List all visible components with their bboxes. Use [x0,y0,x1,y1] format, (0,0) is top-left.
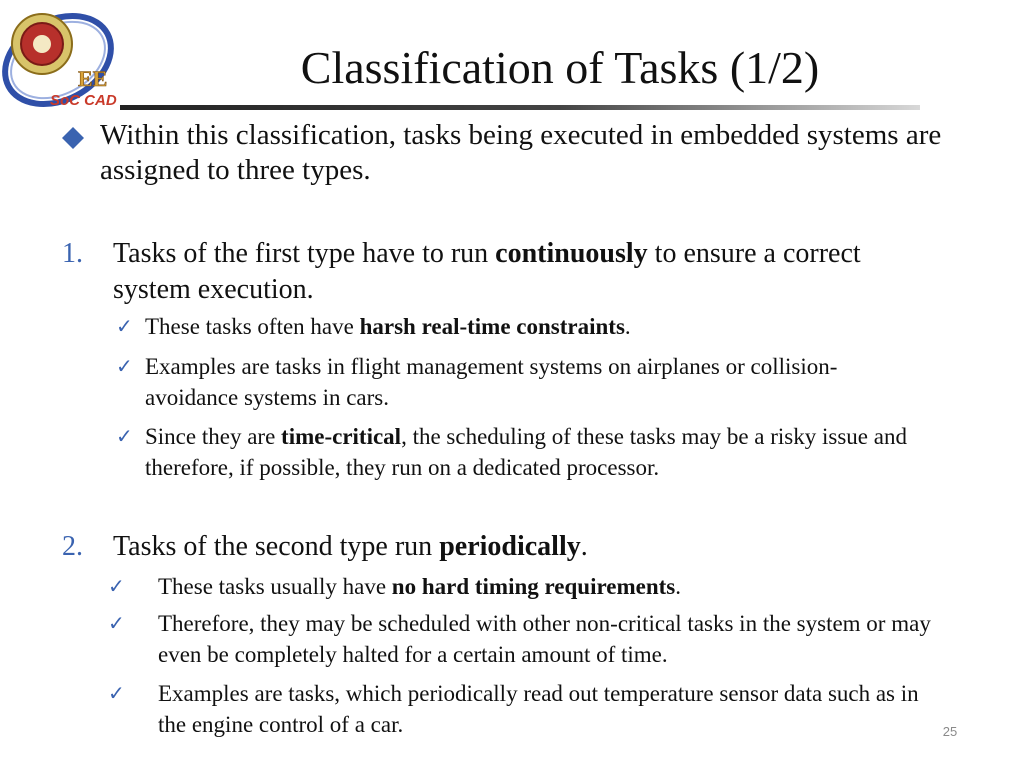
type-2-bullet-1: These tasks usually have no hard timing requirements. [158,574,681,599]
diamond-bullet-icon [60,125,86,151]
checkmark-icon: ✓ [116,354,133,378]
type-1-number: 1. [62,238,83,269]
type-2-text: Tasks of the second type run periodically. [113,531,588,562]
svg-text:EE: EE [78,66,108,91]
type-1-bullet-1: These tasks often have harsh real-time constraints. [145,314,631,339]
intro-paragraph [60,118,960,188]
type-2-bullet-2: Therefore, they may be scheduled with other non-critical tasks in the system or may even be completely halted for a certain amount of time. [158,611,931,667]
page-number: 25 [942,724,958,739]
checkmark-icon: ✓ [116,314,133,338]
checkmark-icon: ✓ [116,424,133,448]
type-1-text: Tasks of the first type have to run continuously to ensure a correct system execution. [113,238,861,305]
type-1-bullet-3: Since they are time-critical, the scheduling of these tasks may be a risky issue and therefore, if possible, they run on a dedicated processor. [145,424,907,480]
university-logo [0,8,124,108]
title-underline [120,105,920,110]
type-1-bullet-2: Examples are tasks in flight management systems on airplanes or collision-avoidance systems in cars. [145,354,838,410]
checkmark-icon: ✓ [108,611,125,635]
slide-title: Classification of Tasks (1/2) [300,42,820,93]
type-2-number: 2. [62,531,83,562]
intro-text: Within this classification, tasks being executed in embedded systems are assigned to three types. [100,119,942,186]
checkmark-icon: ✓ [108,681,125,705]
type-2-bullet-3: Examples are tasks, which periodically read out temperature sensor data such as in the engine control of a car. [158,681,919,737]
svg-text:SoC CAD: SoC CAD [50,92,117,108]
checkmark-icon: ✓ [108,574,125,598]
